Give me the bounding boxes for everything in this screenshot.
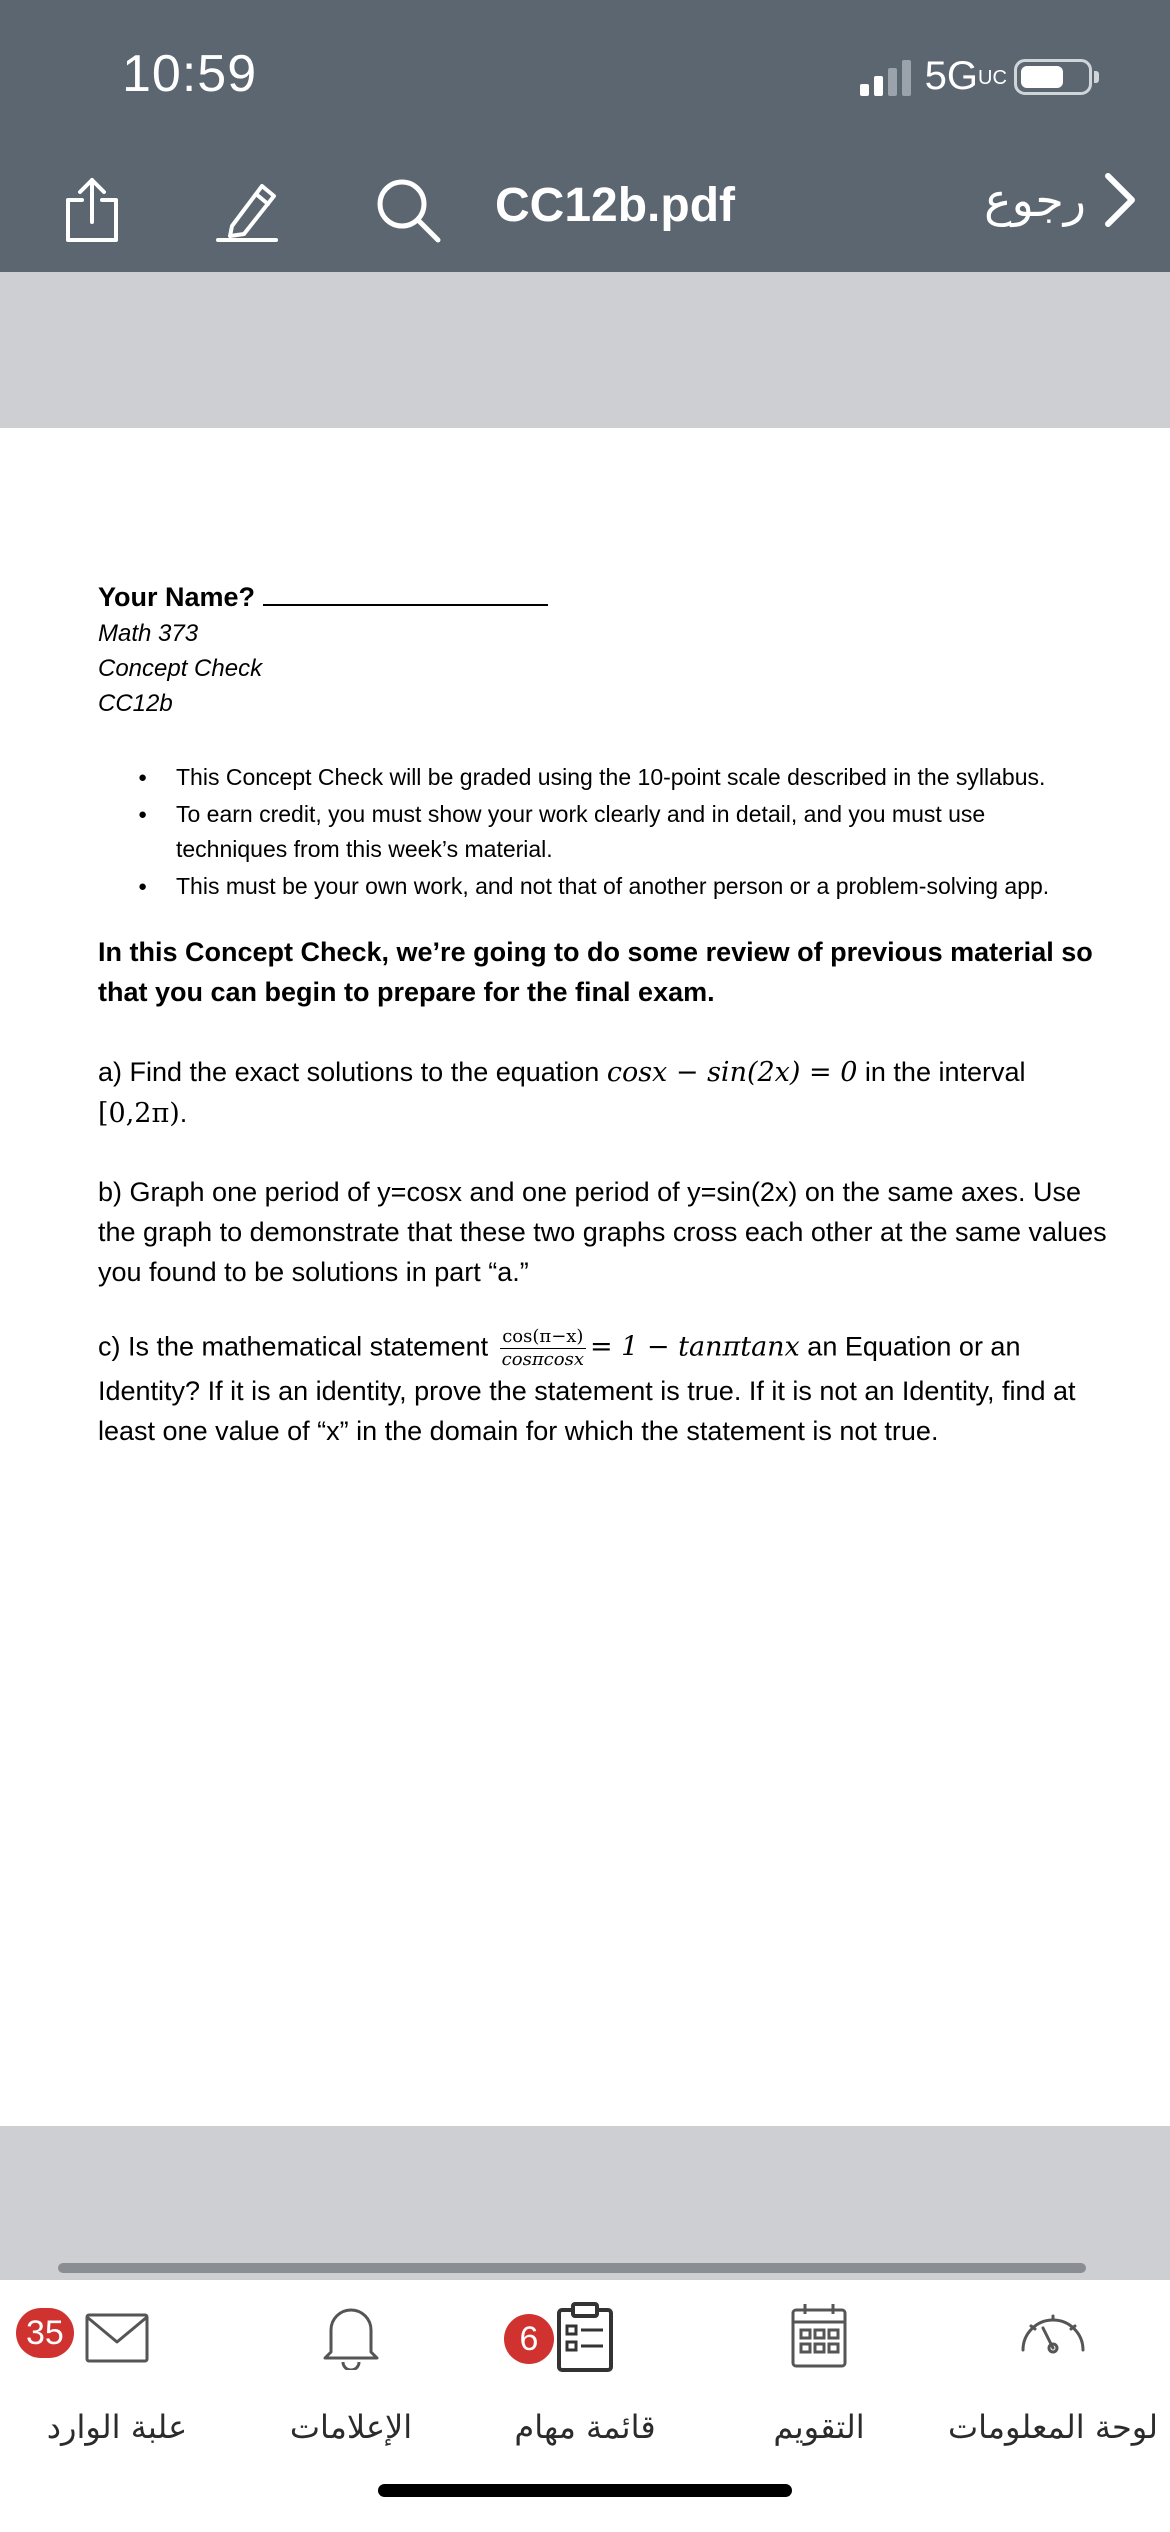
dashboard-gauge-icon <box>1013 2300 1093 2360</box>
home-indicator[interactable] <box>378 2484 792 2497</box>
question-a <box>98 1052 1108 1134</box>
back-button[interactable] <box>984 170 1140 230</box>
question-b: b) Graph one period of y=cosx and one period of y=sin(2x) on the same axes. Use the graph to demonstrate that these two graphs cross each other at the same values you found to be solutions in part “a.” <box>98 1177 1107 1287</box>
doc-type: Concept Check <box>98 655 263 682</box>
question-a-suffix: . <box>179 1098 188 1128</box>
battery-icon <box>1014 59 1092 95</box>
todo-badge: 6 <box>504 2314 554 2364</box>
back-label: رجوع <box>984 173 1086 227</box>
course-name: Math 373 <box>98 620 199 647</box>
name-field <box>98 582 548 613</box>
page-gap-top <box>0 272 1170 428</box>
pdf-page <box>0 428 1170 2126</box>
page-gap-bottom <box>0 2126 1170 2280</box>
tab-calendar[interactable] <box>702 2300 936 2450</box>
tab-dashboard[interactable] <box>936 2300 1170 2450</box>
name-blank-line <box>263 582 548 606</box>
search-icon[interactable] <box>372 174 444 246</box>
network-label: 5G <box>924 54 978 98</box>
name-label: Your Name? <box>98 582 256 612</box>
question-c <box>98 1326 1108 1451</box>
question-a-prefix: a) Find the exact solutions to the equation <box>98 1057 607 1087</box>
equation-c-rhs: = 1 − tanπtanx <box>589 1331 800 1363</box>
inbox-badge: 35 <box>16 2308 74 2358</box>
tab-notifications[interactable] <box>234 2300 468 2450</box>
question-c-suffix: an Equation or an Identity? If it is an identity, prove the statement is true. If it is not an Identity, find at least one value of “x” in the domain for which the statement is not true. <box>98 1331 1076 1446</box>
intro-paragraph: In this Concept Check, we’re going to do some review of previous material so that you can begin to prepare for the final exam. <box>98 937 1093 1007</box>
network-sub-label: UC <box>978 67 1007 90</box>
top-header <box>0 0 1170 272</box>
doc-code: CC12b <box>98 690 173 717</box>
tab-label: علبة الوارد <box>46 2408 188 2446</box>
bell-icon <box>319 2300 383 2370</box>
horizontal-scrollbar[interactable] <box>58 2263 1086 2273</box>
list-item: ● This must be your own work, and not that of another person or a problem-solving app. <box>130 869 1100 904</box>
status-time: 10:59 <box>122 45 258 103</box>
list-item: ● This Concept Check will be graded using the 10-point scale described in the syllabus. <box>130 760 1100 795</box>
pencil-icon[interactable] <box>212 174 284 246</box>
calendar-icon <box>789 2300 849 2370</box>
todo-clipboard-icon <box>555 2300 615 2374</box>
tab-label: التقويم <box>773 2408 865 2446</box>
tab-inbox[interactable] <box>0 2300 234 2450</box>
list-item: ● To earn credit, you must show your work clearly and in detail, and you must use techniques from this week’s material. <box>130 797 1100 867</box>
chevron-right-icon <box>1100 170 1140 230</box>
signal-icon <box>860 58 911 96</box>
file-title: CC12b.pdf <box>495 179 735 232</box>
inbox-envelope-icon <box>84 2312 150 2364</box>
network-indicator <box>924 54 1007 99</box>
share-icon[interactable] <box>56 174 128 246</box>
fraction <box>500 1326 586 1371</box>
tab-label: قائمة مهام <box>514 2408 656 2446</box>
tab-label: الإعلامات <box>289 2408 413 2446</box>
fraction-denominator: cosπcosx <box>501 1349 584 1370</box>
question-c-prefix: c) Is the mathematical statement <box>98 1331 496 1362</box>
status-right <box>860 54 1092 99</box>
equation-a: cosx − sin(2x) = 0 <box>606 1057 858 1088</box>
question-a-middle: in the interval <box>857 1057 1026 1087</box>
tab-label: لوحة المعلومات <box>947 2408 1159 2446</box>
tab-todo[interactable] <box>468 2300 702 2450</box>
fraction-numerator: cos(π−x) <box>500 1326 586 1349</box>
instructions-list <box>130 760 1100 906</box>
interval-a: [0,2π) <box>98 1098 180 1129</box>
